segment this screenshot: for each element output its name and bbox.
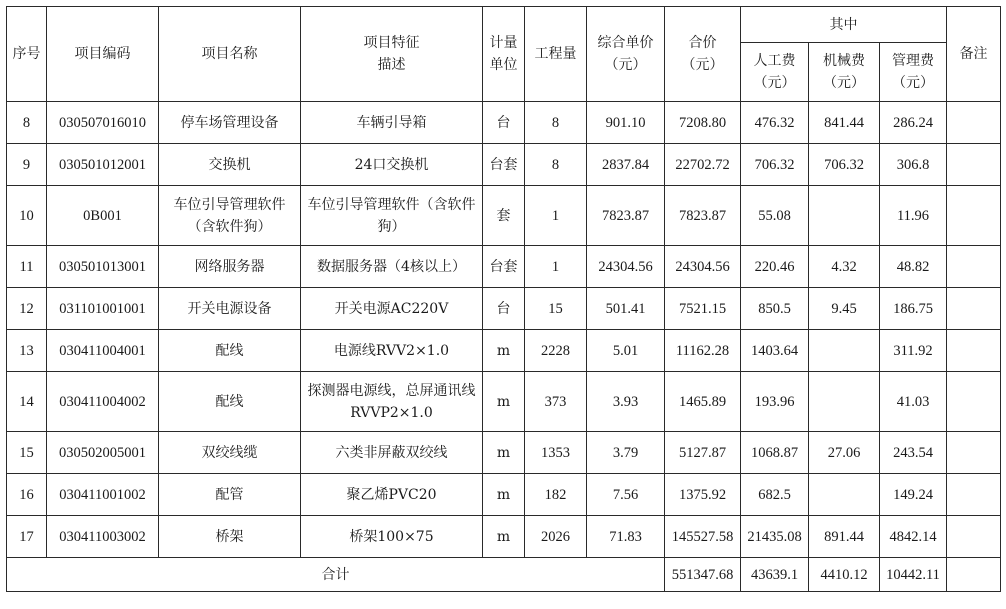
cell-name: 桥架 <box>159 516 301 558</box>
cell-code: 030411004002 <box>47 372 159 432</box>
table-row <box>7 144 1001 186</box>
header-total: 合价 （元） <box>665 7 741 102</box>
cell-unit: 台 <box>483 288 525 330</box>
header-labor: 人工费 （元） <box>741 43 809 102</box>
table-row <box>7 186 1001 246</box>
cell-unit-price: 901.10 <box>587 102 665 144</box>
header-qty: 工程量 <box>525 7 587 102</box>
cell-mgmt: 4842.14 <box>880 516 947 558</box>
cell-remark <box>947 102 1001 144</box>
cell-mgmt: 186.75 <box>880 288 947 330</box>
total-mgmt: 10442.11 <box>880 558 947 592</box>
cell-remark <box>947 372 1001 432</box>
cell-remark <box>947 432 1001 474</box>
header-of-which: 其中 <box>741 7 947 43</box>
table-row <box>7 288 1001 330</box>
cell-machine: 27.06 <box>809 432 880 474</box>
cell-remark <box>947 330 1001 372</box>
cell-machine: 891.44 <box>809 516 880 558</box>
cell-qty: 15 <box>525 288 587 330</box>
cell-code: 0B001 <box>47 186 159 246</box>
cell-remark <box>947 186 1001 246</box>
cell-qty: 1353 <box>525 432 587 474</box>
cell-total: 11162.28 <box>665 330 741 372</box>
cell-name: 配线 <box>159 372 301 432</box>
cell-labor: 476.32 <box>741 102 809 144</box>
cell-unit: 套 <box>483 186 525 246</box>
table-body <box>7 102 1001 558</box>
cell-code: 030501013001 <box>47 246 159 288</box>
header-unit-price: 综合单价 （元） <box>587 7 665 102</box>
table-row <box>7 474 1001 516</box>
cell-seq: 15 <box>7 432 47 474</box>
cell-labor: 220.46 <box>741 246 809 288</box>
cell-unit: 台套 <box>483 144 525 186</box>
cell-total: 1465.89 <box>665 372 741 432</box>
cell-feature: 开关电源AC220V <box>301 288 483 330</box>
cell-seq: 14 <box>7 372 47 432</box>
cell-unit: m <box>483 474 525 516</box>
cell-unit-price: 7.56 <box>587 474 665 516</box>
cell-machine <box>809 372 880 432</box>
cell-labor: 1403.64 <box>741 330 809 372</box>
table-row <box>7 432 1001 474</box>
cell-qty: 373 <box>525 372 587 432</box>
cell-name: 交换机 <box>159 144 301 186</box>
cell-name: 网络服务器 <box>159 246 301 288</box>
cell-feature: 探测器电源线，总屏通讯线RVVP2×1.0 <box>301 372 483 432</box>
cell-labor: 682.5 <box>741 474 809 516</box>
cell-remark <box>947 288 1001 330</box>
cell-unit-price: 2837.84 <box>587 144 665 186</box>
table-row <box>7 372 1001 432</box>
cell-qty: 8 <box>525 102 587 144</box>
cell-mgmt: 243.54 <box>880 432 947 474</box>
header-feature: 项目特征 描述 <box>301 7 483 102</box>
cell-mgmt: 11.96 <box>880 186 947 246</box>
cell-labor: 850.5 <box>741 288 809 330</box>
cell-code: 030507016010 <box>47 102 159 144</box>
cell-unit-price: 3.93 <box>587 372 665 432</box>
header-seq: 序号 <box>7 7 47 102</box>
total-remark <box>947 558 1001 592</box>
cell-qty: 1 <box>525 186 587 246</box>
cell-labor: 55.08 <box>741 186 809 246</box>
cell-machine: 841.44 <box>809 102 880 144</box>
cell-feature: 电源线RVV2×1.0 <box>301 330 483 372</box>
cell-seq: 11 <box>7 246 47 288</box>
header-unit: 计量 单位 <box>483 7 525 102</box>
cell-code: 030502005001 <box>47 432 159 474</box>
cell-seq: 12 <box>7 288 47 330</box>
header-code: 项目编码 <box>47 7 159 102</box>
cell-unit-price: 71.83 <box>587 516 665 558</box>
header-name: 项目名称 <box>159 7 301 102</box>
cell-name: 配管 <box>159 474 301 516</box>
cell-feature: 车辆引导箱 <box>301 102 483 144</box>
cell-total: 7208.80 <box>665 102 741 144</box>
cell-unit-price: 501.41 <box>587 288 665 330</box>
cell-seq: 13 <box>7 330 47 372</box>
cell-seq: 17 <box>7 516 47 558</box>
cell-qty: 2026 <box>525 516 587 558</box>
cell-total: 5127.87 <box>665 432 741 474</box>
cell-machine <box>809 186 880 246</box>
cell-name: 停车场管理设备 <box>159 102 301 144</box>
cell-machine <box>809 330 880 372</box>
table-row <box>7 516 1001 558</box>
cell-code: 030411001002 <box>47 474 159 516</box>
cell-unit: 台套 <box>483 246 525 288</box>
cell-unit: m <box>483 516 525 558</box>
total-labor: 43639.1 <box>741 558 809 592</box>
cell-code: 031101001001 <box>47 288 159 330</box>
cell-qty: 182 <box>525 474 587 516</box>
header-remark: 备注 <box>947 7 1001 102</box>
cell-name: 双绞线缆 <box>159 432 301 474</box>
cell-code: 030501012001 <box>47 144 159 186</box>
cell-feature: 24口交换机 <box>301 144 483 186</box>
header-machine: 机械费 （元） <box>809 43 880 102</box>
bill-of-quantities-table <box>6 6 1001 592</box>
cell-unit-price: 24304.56 <box>587 246 665 288</box>
cell-remark <box>947 246 1001 288</box>
cell-machine <box>809 474 880 516</box>
cell-unit: 台 <box>483 102 525 144</box>
cell-feature: 聚乙烯PVC20 <box>301 474 483 516</box>
cell-seq: 8 <box>7 102 47 144</box>
cell-name: 配线 <box>159 330 301 372</box>
cell-qty: 1 <box>525 246 587 288</box>
cell-total: 7521.15 <box>665 288 741 330</box>
cell-qty: 2228 <box>525 330 587 372</box>
cell-seq: 16 <box>7 474 47 516</box>
table-row <box>7 330 1001 372</box>
cell-unit-price: 3.79 <box>587 432 665 474</box>
cell-unit: m <box>483 330 525 372</box>
cell-unit-price: 5.01 <box>587 330 665 372</box>
cell-code: 030411004001 <box>47 330 159 372</box>
cell-total: 24304.56 <box>665 246 741 288</box>
total-machine: 4410.12 <box>809 558 880 592</box>
cell-total: 1375.92 <box>665 474 741 516</box>
cell-labor: 1068.87 <box>741 432 809 474</box>
table-row <box>7 246 1001 288</box>
cell-mgmt: 306.8 <box>880 144 947 186</box>
cell-name: 开关电源设备 <box>159 288 301 330</box>
cell-feature: 车位引导管理软件（含软件狗） <box>301 186 483 246</box>
cell-total: 22702.72 <box>665 144 741 186</box>
cell-code: 030411003002 <box>47 516 159 558</box>
cell-total: 145527.58 <box>665 516 741 558</box>
cell-remark <box>947 474 1001 516</box>
cell-unit-price: 7823.87 <box>587 186 665 246</box>
cell-name: 车位引导管理软件（含软件狗） <box>159 186 301 246</box>
cell-feature: 数据服务器（4核以上） <box>301 246 483 288</box>
cell-remark <box>947 516 1001 558</box>
cell-unit: m <box>483 432 525 474</box>
cell-mgmt: 311.92 <box>880 330 947 372</box>
cell-machine: 706.32 <box>809 144 880 186</box>
cell-mgmt: 286.24 <box>880 102 947 144</box>
cell-machine: 4.32 <box>809 246 880 288</box>
cell-qty: 8 <box>525 144 587 186</box>
total-row <box>7 558 1001 592</box>
cell-mgmt: 48.82 <box>880 246 947 288</box>
table-row <box>7 102 1001 144</box>
cell-mgmt: 41.03 <box>880 372 947 432</box>
header-row-1 <box>7 7 1001 43</box>
cell-mgmt: 149.24 <box>880 474 947 516</box>
total-label: 合计 <box>7 558 665 592</box>
cell-seq: 10 <box>7 186 47 246</box>
cell-seq: 9 <box>7 144 47 186</box>
cell-labor: 21435.08 <box>741 516 809 558</box>
cell-labor: 193.96 <box>741 372 809 432</box>
cell-labor: 706.32 <box>741 144 809 186</box>
cell-machine: 9.45 <box>809 288 880 330</box>
header-mgmt: 管理费 （元） <box>880 43 947 102</box>
cell-remark <box>947 144 1001 186</box>
cell-feature: 桥架100×75 <box>301 516 483 558</box>
total-amount: 551347.68 <box>665 558 741 592</box>
cell-unit: m <box>483 372 525 432</box>
cell-feature: 六类非屏蔽双绞线 <box>301 432 483 474</box>
cell-total: 7823.87 <box>665 186 741 246</box>
